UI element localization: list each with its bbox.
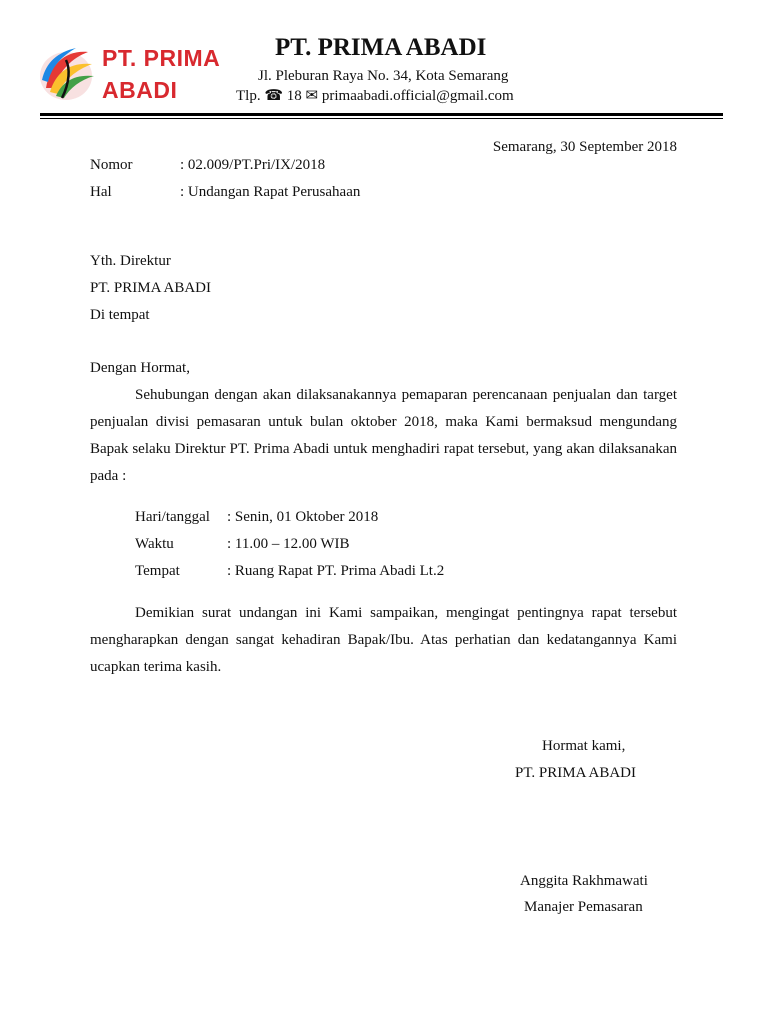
logo-emblem-icon	[36, 42, 100, 106]
recipient-line2: PT. PRIMA ABADI	[90, 280, 211, 296]
detail-label: Tempat	[135, 563, 180, 579]
signer-title: Manajer Pemasaran	[524, 899, 643, 915]
logo-text-line2: ABADI	[102, 77, 178, 103]
email-address: primaabadi.official@gmail.com	[321, 88, 514, 104]
detail-value: : 11.00 – 12.00 WIB	[227, 536, 350, 552]
closing-salutation: Hormat kami,	[542, 738, 626, 754]
body-paragraph-2: Demikian surat undangan ini Kami sampaikan, mengingat pentingnya rapat tersebut mengharapkan dengan sangat kehadiran Bapak/Ibu. Atas perhatian dan kedatangannya Kami ucapkan terima kasih.	[90, 605, 677, 675]
nomor-label: Nomor	[90, 157, 133, 173]
closing-company: PT. PRIMA ABADI	[515, 765, 636, 781]
company-contact	[236, 86, 514, 105]
body-paragraph-1: Sehubungan dengan akan dilaksanakannya pemaparan perencanaan penjualan dan target penjualan divisi pemasaran untuk bulan oktober 2018, maka Kami bermaksud mengundang Bapak selaku Direktur PT. Prima Abadi untuk menghadiri rapat tersebut, yang akan dilaksanakan pada :	[90, 387, 677, 484]
nomor-row	[90, 157, 325, 174]
phone-icon: ☎	[264, 88, 284, 104]
logo-text-line1: PT. PRIMA	[102, 45, 221, 71]
detail-label: Waktu	[135, 536, 174, 552]
phone-label: Tlp.	[236, 88, 261, 104]
recipient-line1: Yth. Direktur	[90, 253, 171, 269]
company-address: Jl. Pleburan Raya No. 34, Kota Semarang	[258, 68, 509, 84]
detail-value: : Senin, 01 Oktober 2018	[227, 509, 379, 525]
letter-date: Semarang, 30 September 2018	[492, 139, 677, 155]
detail-row-date	[135, 509, 378, 526]
letterhead-divider-thin	[40, 118, 723, 119]
hal-row	[90, 184, 360, 201]
detail-row-time	[135, 536, 350, 553]
greeting: Dengan Hormat,	[90, 360, 190, 376]
detail-label: Hari/tanggal	[135, 509, 210, 525]
recipient-line3: Di tempat	[90, 307, 150, 323]
nomor-value: : 02.009/PT.Pri/IX/2018	[180, 157, 326, 173]
hal-label: Hal	[90, 184, 112, 200]
signer-name: Anggita Rakhmawati	[520, 873, 648, 889]
hal-value: : Undangan Rapat Perusahaan	[180, 184, 361, 200]
letterhead-divider-thick	[40, 113, 723, 116]
company-logo	[36, 42, 236, 106]
email-icon: ✉	[305, 88, 319, 104]
company-name: PT. PRIMA ABADI	[275, 34, 487, 61]
detail-value: : Ruang Rapat PT. Prima Abadi Lt.2	[227, 563, 445, 579]
phone-number: 18	[286, 88, 302, 104]
detail-row-place	[135, 563, 444, 580]
